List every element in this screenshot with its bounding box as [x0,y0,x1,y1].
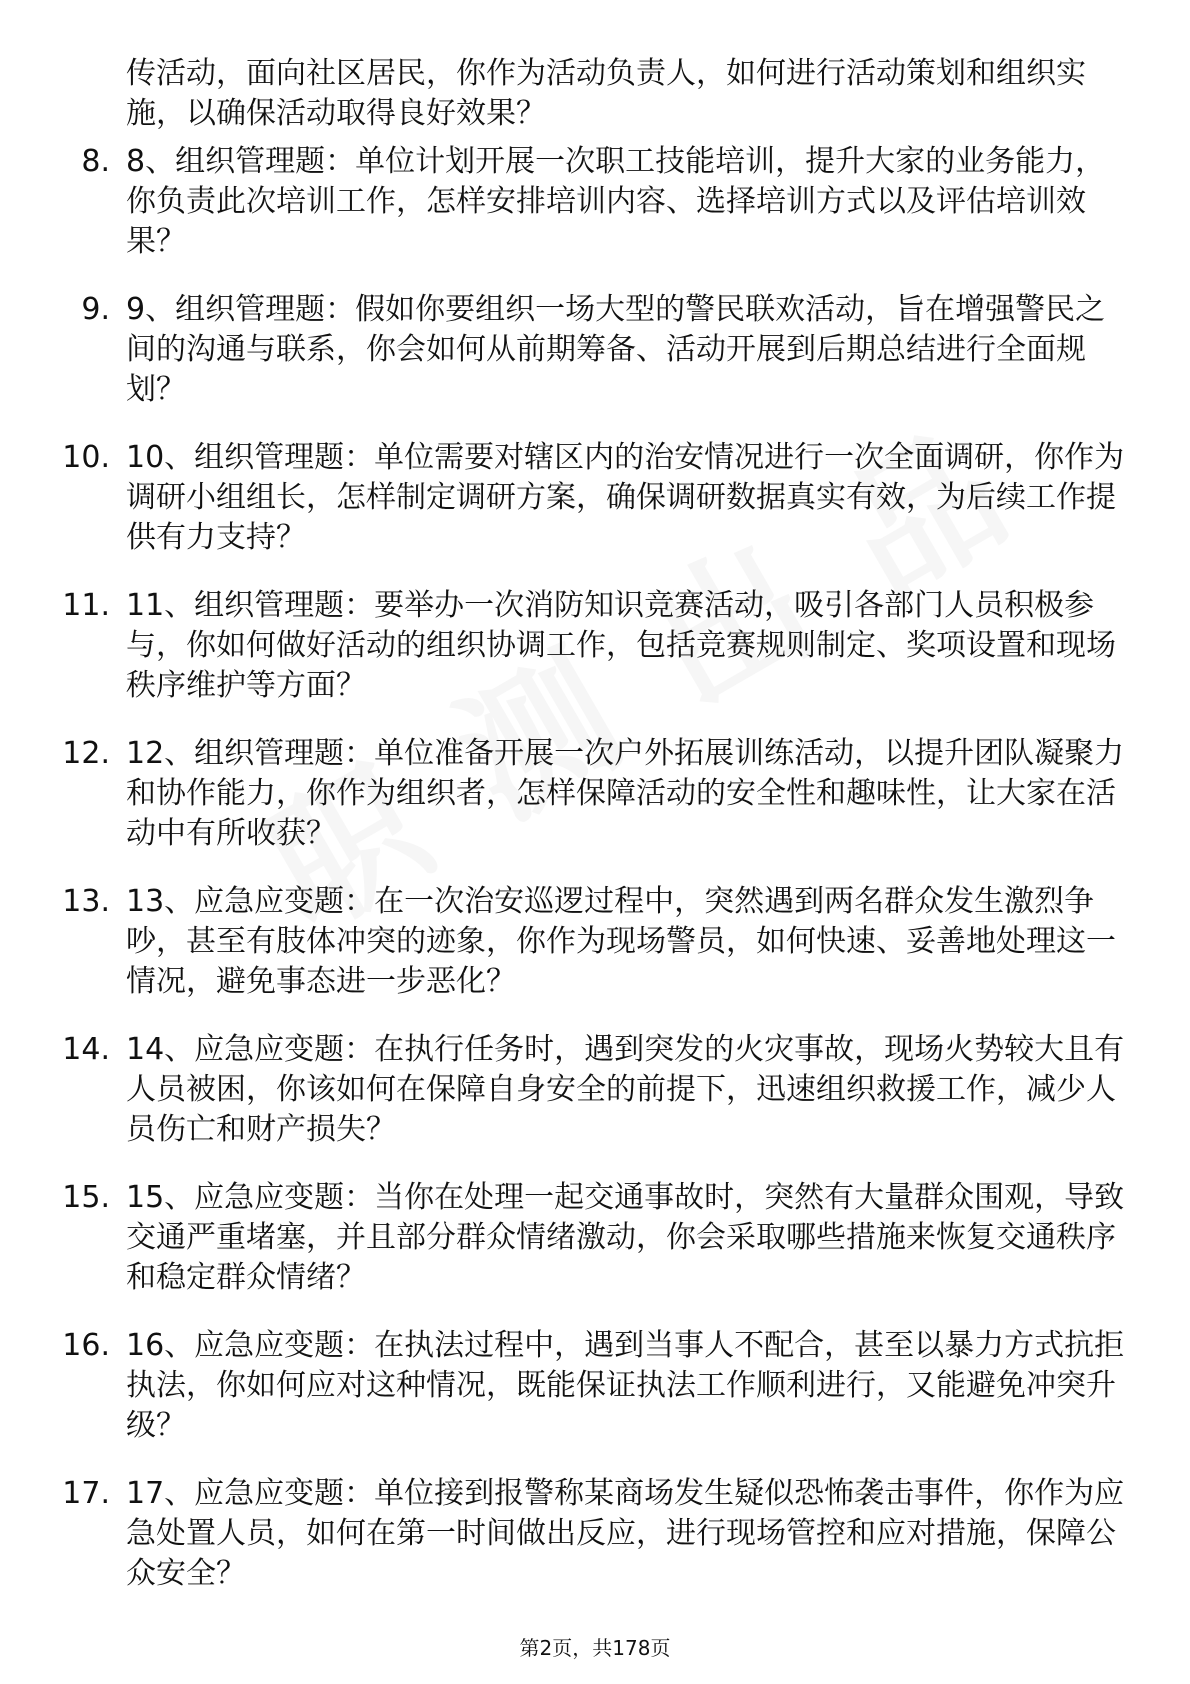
list-item [0,734,1190,882]
continuation-text: 传活动，面向社区居民，你作为活动负责人，如何进行活动策划和组织实施，以确保活动取得良好效果？ [126,56,1086,131]
question-text: 16、应急应变题：在执法过程中，遇到当事人不配合，甚至以暴力方式抗拒执法，你如何应对这种情况，既能保证执法工作顺利进行，又能避免冲突升级？ [126,1328,1125,1443]
list-item [0,438,1190,586]
question-list [0,142,1190,1622]
item-number: 16. [62,1328,110,1363]
list-item [0,1326,1190,1474]
question-text: 13、应急应变题：在一次治安巡逻过程中，突然遇到两名群众发生激烈争吵，甚至有肢体冲突的迹象，你作为现场警员，如何快速、妥善地处理这一情况，避免事态进一步恶化？ [126,884,1116,999]
list-item [0,586,1190,734]
item-number: 9. [81,292,110,327]
item-number: 15. [62,1180,110,1215]
list-item [0,1178,1190,1326]
list-item [0,1030,1190,1178]
item-number: 13. [62,884,110,919]
item-number: 11. [62,588,110,623]
question-text: 14、应急应变题：在执行任务时，遇到突发的火灾事故，现场火势较大且有人员被困，你该如何在保障自身安全的前提下，迅速组织救援工作，减少人员伤亡和财产损失？ [126,1032,1125,1147]
question-text: 12、组织管理题：单位准备开展一次户外拓展训练活动，以提升团队凝聚力和协作能力，你作为组织者，怎样保障活动的安全性和趣味性，让大家在活动中有所收获？ [126,736,1125,851]
list-item [0,142,1190,290]
list-item [0,290,1190,438]
page-footer: 第2页，共178页 [519,1636,671,1660]
question-text: 15、应急应变题：当你在处理一起交通事故时，突然有大量群众围观，导致交通严重堵塞，并且部分群众情绪激动，你会采取哪些措施来恢复交通秩序和稳定群众情绪？ [126,1180,1125,1295]
question-text: 8、组织管理题：单位计划开展一次职工技能培训，提升大家的业务能力，你负责此次培训工作，怎样安排培训内容、选择培训方式以及评估培训效果？ [126,144,1106,259]
item-number: 17. [62,1476,110,1511]
item-number: 12. [62,736,110,771]
question-text: 17、应急应变题：单位接到报警称某商场发生疑似恐怖袭击事件，你作为应急处置人员，如何在第一时间做出反应，进行现场管控和应对措施，保障公众安全？ [126,1476,1125,1591]
item-number: 10. [62,440,110,475]
question-text: 9、组织管理题：假如你要组织一场大型的警民联欢活动，旨在增强警民之间的沟通与联系，你会如何从前期筹备、活动开展到后期总结进行全面规划？ [126,292,1106,407]
list-item [0,1474,1190,1622]
item-number: 14. [62,1032,110,1067]
item-number: 8. [81,144,110,179]
list-item [0,882,1190,1030]
question-text: 11、组织管理题：要举办一次消防知识竞赛活动，吸引各部门人员积极参与，你如何做好活动的组织协调工作，包括竞赛规则制定、奖项设置和现场秩序维护等方面？ [126,588,1116,703]
question-text: 10、组织管理题：单位需要对辖区内的治安情况进行一次全面调研，你作为调研小组组长，怎样制定调研方案，确保调研数据真实有效，为后续工作提供有力支持？ [126,440,1125,555]
